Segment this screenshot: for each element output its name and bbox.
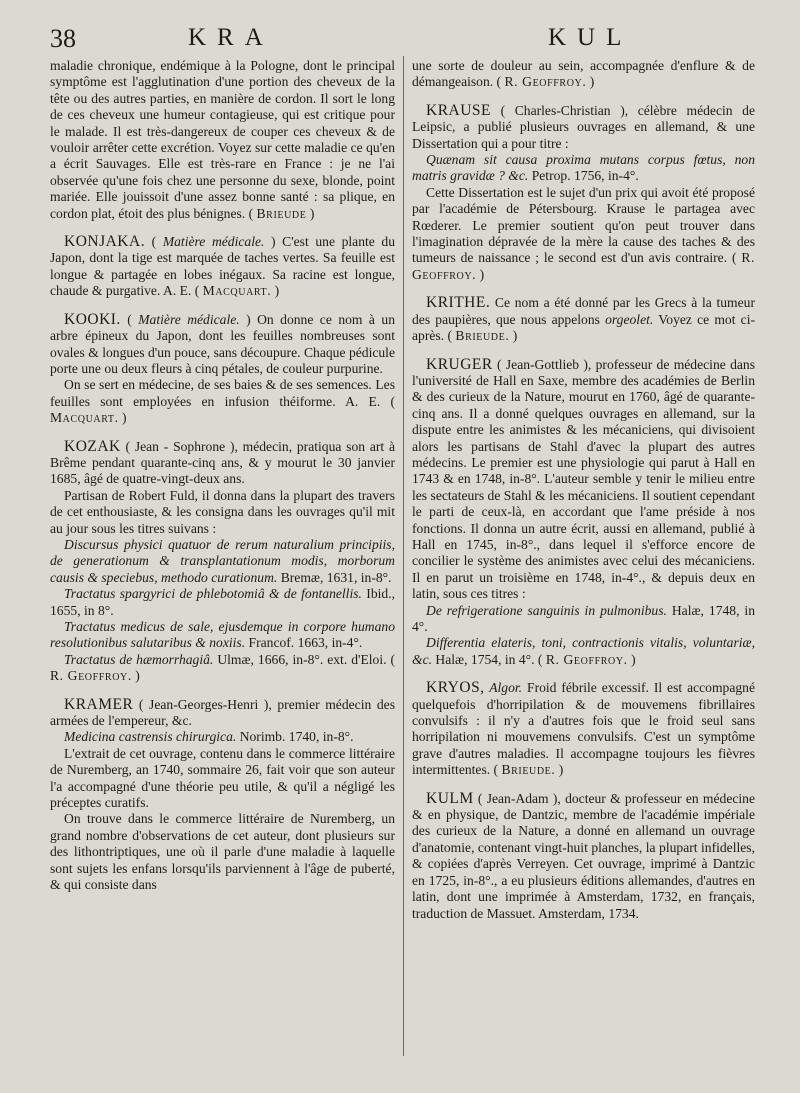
entry-body: L'extrait de cet ouvrage, contenu dans le commerce littéraire de Nuremberg, an 1740, sommaire 26, fait voir que son auteur l'a accompagné d'une théorie peu utile, & qu'il a négligé les préceptes curatifs. xyxy=(50,745,395,811)
work-title xyxy=(412,603,755,636)
entry-kruger xyxy=(412,357,755,669)
entry-body: On se sert en médecine, de ses baies & de ses semences. Les feuilles sont employées en infusion théiforme. A. E. ( xyxy=(50,377,395,409)
entry-text xyxy=(412,103,755,152)
entry-body: ) C'est une plante du Japon, dont la tige est marquée de taches vertes. Sa feuille est longue & partagée en lobes inégaux. Sa racine est longue, chaude & purgative. A. E. ( xyxy=(50,234,395,299)
entry-text xyxy=(412,680,755,778)
entry-body: ( Jean-Gottlieb ), professeur de médecine dans l'université de Hall en Saxe, membre des académies de Berlin & des curieux de la Nature, mourut en 1760, âgé de quarante-cinq ans. Il a donné quelques ouvrages en allemand, sur la dispute entre les animistes & les mécaniciens, qui divisoient alors les partisans de Stahl d'avec la plupart des autres médecins. Le premier est une physiologie qui parut à Hall en 1743 & en 1748, in-8°. L'auteur semble y tenir le milieu entre les sectateurs de Stahl & les mécaniciens. Il soutient cependant le parti de ceux-là, en accordant que l'ame préside à nos fonctions. Il donna un autre écrit, aussi en allemand, publié à Hall en 1745, in-8°., dans lequel il s'efforce encore de concilier le système des animistes avec celui des mécaniciens. Il en parut un troisième en 1748, in-4°., & depuis deux en latin, sous ces titres : xyxy=(412,356,755,602)
imprint: Halæ, 1748, in 4°. xyxy=(412,602,755,634)
entry-body: maladie chronique, endémique à la Pologne, dont le principal symptôme est l'agglutination d'une portion des cheveux de la tête ou des autres parties, en manière de cordon. Il sort le long de ces cheveux une humeur contagieuse, qui est critique pour le malade. Il est très-dangereux de couper ces cheveux & de vouloir arrêter cette excrétion. Voyez sur cette maladie ce qu'en a écrit Sauvages. Elle est très-rare en France : je ne l'ai observée qu'une fois chez une personne du sexe, blonde, point mariée. Elle jouissoit d'une assez bonne santé : sa plique, en cordon plat, étoit des plus bénignes. ( xyxy=(50,58,395,221)
category: Matière médicale. xyxy=(162,234,265,250)
headword: KRUGER xyxy=(426,355,493,373)
entry-text xyxy=(50,312,395,378)
entry-end: ) xyxy=(306,205,315,221)
entry-end: ) xyxy=(131,668,140,684)
entry-text xyxy=(412,791,755,922)
entry-konjaka xyxy=(50,234,395,300)
entry-text xyxy=(412,58,755,91)
cross-reference-term: orgeolet. xyxy=(605,311,654,327)
right-running-head: KUL xyxy=(548,24,633,51)
entry-body: Ce nom a été donné par les Grecs à la tumeur des paupières, que nous appelons xyxy=(412,295,755,327)
entry-body: ( xyxy=(120,311,139,327)
entry-kooki xyxy=(50,312,395,427)
entry-end: ) xyxy=(271,283,280,299)
work-title xyxy=(50,586,395,619)
title-text: Quænam sit causa proxima mutans corpus fœtus, non matris gravidæ ? &c. xyxy=(412,152,755,184)
category: Algor. xyxy=(484,680,523,696)
headword: KRAUSE xyxy=(426,101,492,119)
entry-body: ( Jean - Sophrone ), médecin, pratiqua son art à Brême pendant quarante-cinq ans, & y mourut le 30 janvier 1685, âgé de quatre-vingt-deux ans. xyxy=(50,438,395,487)
entry-body: ( Jean-Adam ), docteur & professeur en médecine & en physique, de Dantzic, membre de l'académie impériale des curieux de la Nature, a donné en allemand un ouvrage d'anatomie, contenant vingt-huit planches, la plupart infidelles, & copiées d'après Verreyen. Cet ouvrage, imprimé à Dantzic en 1725, in-8°., a eu plusieurs éditions allemandes, d'autres en latin, dont une imprimée à Amsterdam, 1732, en français, traduction de Massuet. Amsterdam, 1734. xyxy=(412,790,755,921)
entry-body: ( Jean-Georges-Henri ), premier médecin des armées de l'empereur, &c. xyxy=(50,696,395,729)
author-signature: Macquart. xyxy=(202,283,272,299)
entry-plique-continued xyxy=(50,58,395,222)
headword: KOOKI. xyxy=(64,310,121,328)
author-signature: R. Geoffroy. xyxy=(412,250,755,282)
work-title xyxy=(50,652,395,685)
entry-body: Froid fébrile excessif. Il est accompagné quelquefois d'horripilation & de mouvemens fibrillaires convulsifs : il n'y a d'autres fois que le froid seul sans horripilation ni mouvemens convulsifs. C'est un symptôme grave d'autres maladies. Il accompagne toujours les fièvres intermittentes. ( xyxy=(412,680,755,778)
entry-paragraph xyxy=(50,377,395,426)
entry-kramer-continued xyxy=(412,58,755,91)
category: Matière médicale. xyxy=(138,311,240,327)
title-text: Differentia elateris, toni, contractionis vitalis, voluntariæ, &c. xyxy=(412,635,755,667)
entry-paragraph xyxy=(50,811,395,893)
imprint: Norimb. 1740, in-8°. xyxy=(236,729,354,745)
entry-krithe xyxy=(412,295,755,344)
entry-body: ( Charles-Christian ), célèbre médecin de Leipsic, a publié plusieurs ouvrages en allemand, & une Dissertation qui a pour titre : xyxy=(412,102,755,151)
headword: KOZAK xyxy=(64,437,121,455)
left-column xyxy=(50,58,395,906)
entry-end: ) xyxy=(586,74,595,90)
entry-end: ) xyxy=(627,651,636,667)
author-signature: R. Geoffroy. xyxy=(50,668,132,684)
column-divider xyxy=(403,56,404,1056)
entry-paragraph xyxy=(50,488,395,537)
imprint: Ibid., 1655, in 8°. xyxy=(50,586,395,618)
right-column xyxy=(412,58,755,934)
entry-end: ) xyxy=(555,762,564,778)
work-title xyxy=(412,152,755,185)
headword: KULM xyxy=(426,789,474,807)
entry-paragraph xyxy=(412,185,755,283)
title-text: Discursus physici quatuor de rerum naturalium principiis, de generationum & transplantationum modis, morborum causis & speciebus, methodo curationum. xyxy=(50,536,395,585)
entry-text xyxy=(50,697,395,730)
headword: KONJAKA. xyxy=(64,233,146,251)
imprint: Ulmæ, 1666, in-8°. ext. d'Eloi. ( xyxy=(213,651,395,667)
imprint: Halæ, 1754, in 4°. ( xyxy=(432,651,546,667)
entry-paragraph xyxy=(50,746,395,812)
title-text: Medicina castrensis chirurgica. xyxy=(64,729,237,745)
entry-kozak xyxy=(50,439,395,685)
author-signature: Brieude xyxy=(256,205,307,221)
headword: KRAMER xyxy=(64,695,134,713)
work-title xyxy=(50,729,395,745)
entry-text xyxy=(412,295,755,344)
entry-krause xyxy=(412,103,755,283)
title-text: Tractatus de hæmorrhagiâ. xyxy=(64,651,214,667)
work-title xyxy=(50,537,395,586)
author-signature: Brieude. xyxy=(455,328,510,344)
author-signature: R. Geoffroy. xyxy=(545,651,628,667)
imprint: Bremæ, 1631, in-8°. xyxy=(277,569,392,585)
title-text: Tractatus medicus de sale, ejusdemque in corpore humano resolutionibus salutaribus & noxiis. xyxy=(50,619,395,651)
headword: KRITHE. xyxy=(426,294,491,312)
entry-body: Cette Dissertation est le sujet d'un prix qui avoit été proposé par l'académie de Pétersbourg. Krause le partagea avec Rœderer. Le premier soutient qu'on peut trouver dans l'imagination dépravée de la mère la cause des taches & des tumeurs de naissance ; le second est d'un avis contraire. ( xyxy=(412,184,755,266)
entry-kryos xyxy=(412,680,755,778)
page-number: 38 xyxy=(50,24,76,53)
imprint: Francof. 1663, in-4°. xyxy=(245,635,363,651)
entry-body: On trouve dans le commerce littéraire de Nuremberg, un grand nombre d'observations de cet auteur, dont plusieurs sur des lithontriptiques, une où il parle d'une maladie à laquelle sont sujets les enfans lorsqu'ils parviennent à l'âge de puberté, & qui consiste dans xyxy=(50,811,395,893)
entry-end: ) xyxy=(118,410,127,426)
author-signature: R. Geoffroy. xyxy=(504,74,587,90)
entry-text xyxy=(50,58,395,222)
imprint: Petrop. 1756, in-4°. xyxy=(528,168,639,184)
work-title xyxy=(50,619,395,652)
author-signature: Macquart. xyxy=(50,410,119,426)
headword: KRYOS, xyxy=(426,679,485,697)
entry-body: ( xyxy=(145,234,163,250)
running-header xyxy=(0,22,800,56)
author-signature: Brieude. xyxy=(501,762,556,778)
title-text: Tractatus spargyrici de phlebotomiâ & de fontanellis. xyxy=(64,586,362,602)
entry-text xyxy=(50,234,395,300)
entry-text xyxy=(50,439,395,488)
entry-body: Partisan de Robert Fuld, il donna dans la plupart des travers de cet enthousiaste, & les consigna dans les ouvrages qu'il mit au jour sous les titres suivans : xyxy=(50,487,395,536)
left-running-head: KRA xyxy=(188,24,274,51)
work-title xyxy=(412,635,755,668)
title-text: De refrigeratione sanguinis in pulmonibus. xyxy=(426,602,667,618)
entry-end: ) xyxy=(509,328,518,344)
entry-body: Voyez ce mot ci-après. ( xyxy=(412,311,756,344)
entry-text xyxy=(412,357,755,603)
entry-body: une sorte de douleur au sein, accompagnée d'enflure & de démangeaison. ( xyxy=(412,58,755,90)
entry-kulm xyxy=(412,791,755,922)
entry-end: ) xyxy=(476,266,485,282)
entry-kramer xyxy=(50,697,395,894)
entry-body: ) On donne ce nom à un arbre épineux du Japon, dont les feuilles nombreuses sont ovales & longues d'un pouce, sans découpure. Chaque pédicule porte une ou deux fleurs à cinq pétales, de couleur purpurine. xyxy=(50,311,396,376)
